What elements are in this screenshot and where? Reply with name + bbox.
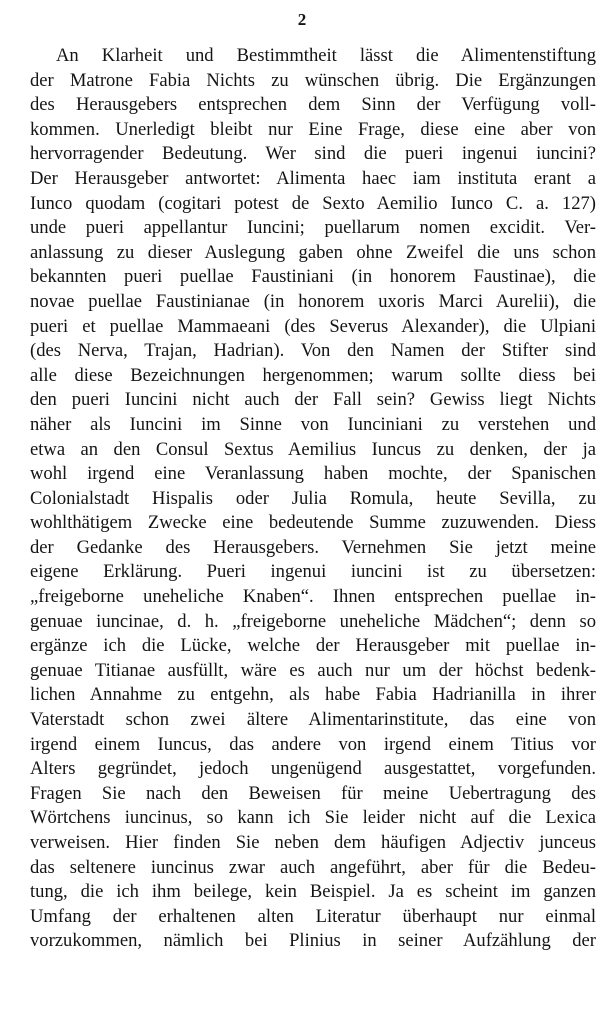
- text-line: den pueri Iuncini nicht auch der Fall sein? Gewiss liegt Nichts: [30, 389, 596, 411]
- text-line: Der Herausgeber antwortet: Alimenta haec iam instituta erant a: [30, 167, 596, 189]
- text-line: Iunco quodam (cogitari potest de Sexto Aemilio Iunco C. a. 127): [30, 192, 596, 214]
- text-line: alle diese Bezeichnungen hergenommen; warum sollte diess bei: [30, 364, 596, 386]
- text-line: der Matrone Fabia Nichts zu wünschen übrig. Die Ergänzungen: [30, 69, 596, 91]
- text-line: etwa an den Consul Sextus Aemilius Iuncus zu denken, der ja: [30, 438, 596, 460]
- text-line: ergänze ich die Lücke, welche der Herausgeber mit puellae in-: [30, 635, 596, 657]
- body-text: [30, 44, 596, 954]
- text-line: lichen Annahme zu entgehn, als habe Fabia Hadrianilla in ihrer: [30, 684, 596, 706]
- text-line: pueri et puellae Mammaeani (des Severus Alexander), die Ulpiani: [30, 315, 596, 337]
- text-line: genuae iuncinae, d. h. „freigeborne uneheliche Mädchen“; denn so: [30, 610, 596, 632]
- text-line: bekannten pueri puellae Faustiniani (in honorem Faustinae), die: [30, 266, 596, 288]
- text-line: anlassung zu dieser Auslegung gaben ohne Zweifel die uns schon: [30, 241, 596, 263]
- text-line: Vaterstadt schon zwei ältere Alimentarinstitute, das eine von: [30, 709, 596, 731]
- text-line: des Herausgebers entsprechen dem Sinn der Verfügung voll-: [30, 94, 596, 116]
- text-line: Wörtchens iuncinus, so kann ich Sie leider nicht auf die Lexica: [30, 807, 596, 829]
- text-line: irgend einem Iuncus, das andere von irgend einem Titius vor: [30, 733, 596, 755]
- text-line: verweisen. Hier finden Sie neben dem häufigen Adjectiv junceus: [30, 832, 596, 853]
- text-line: kommen. Unerledigt bleibt nur Eine Frage, diese eine aber von: [30, 118, 596, 140]
- text-line: genuae Titianae ausfüllt, wäre es auch nur um der höchst bedenk-: [30, 659, 596, 681]
- text-line: (des Nerva, Trajan, Hadrian). Von den Namen der Stifter sind: [30, 340, 596, 362]
- text-line: Alters gegründet, jedoch ungenügend ausgestattet, vorgefunden.: [30, 758, 596, 780]
- text-line: der Gedanke des Herausgebers. Vernehmen Sie jetzt meine: [30, 536, 596, 558]
- text-line: wohl irgend eine Veranlassung haben mochte, der Spanischen: [30, 463, 596, 485]
- text-line: Colonialstadt Hispalis oder Julia Romula, heute Sevilla, zu: [30, 487, 596, 509]
- text-line: näher als Iuncini im Sinne von Iunciniani zu verstehen und: [30, 413, 596, 435]
- text-line: das seltenere iuncinus zwar auch angeführt, aber für die Bedeu-: [30, 856, 596, 878]
- text-line: tung, die ich ihm beilege, kein Beispiel. Ja es scheint im ganzen: [30, 881, 596, 903]
- text-line: wohlthätigem Zwecke eine bedeutende Summe zuzuwenden. Diess: [30, 512, 596, 534]
- text-line: novae puellae Faustinianae (in honorem uxoris Marci Aurelii), die: [30, 290, 596, 312]
- text-line: unde pueri appellantur Iuncini; puellarum nomen excidit. Ver-: [30, 217, 596, 239]
- text-line: Fragen Sie nach den Beweisen für meine Uebertragung des: [30, 782, 596, 804]
- text-line: „freigeborne uneheliche Knaben“. Ihnen entsprechen puellae in-: [30, 586, 596, 608]
- text-line: vorzukommen, nämlich bei Plinius in seiner Aufzählung der: [30, 930, 596, 952]
- text-line: hervorragender Bedeutung. Wer sind die pueri ingenui iuncini?: [30, 143, 596, 165]
- text-line: eigene Erklärung. Pueri ingenui iuncini ist zu übersetzen:: [30, 561, 596, 583]
- text-line: Umfang der erhaltenen alten Literatur überhaupt nur einmal: [30, 905, 596, 927]
- page-number: 2: [297, 10, 307, 29]
- text-line: An Klarheit und Bestimmtheit lässt die Alimentenstiftung: [56, 45, 596, 66]
